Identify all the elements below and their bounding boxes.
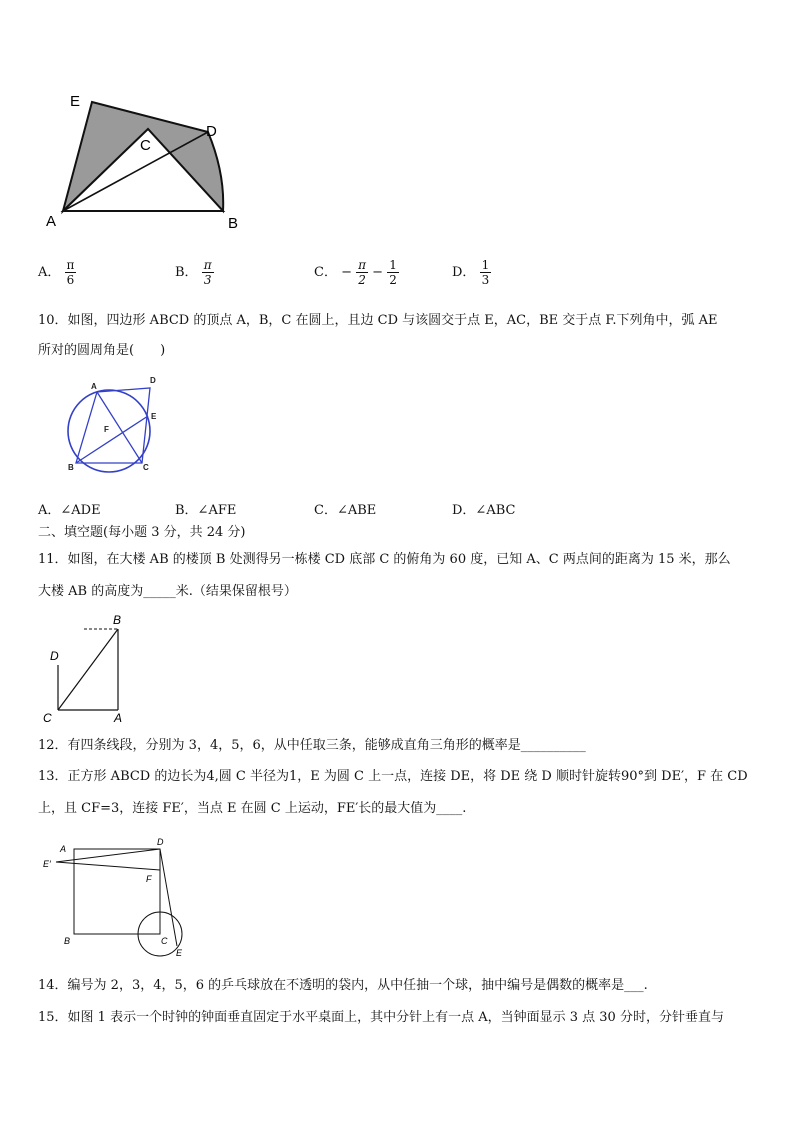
q11-label-a: A xyxy=(114,711,123,724)
q13-label-a: A xyxy=(60,844,67,854)
fraction: $\frac{1}{3}$ xyxy=(481,258,490,287)
q9-option-b xyxy=(175,258,214,287)
q10-text-line1: 10．如图，四边形 ABCD 的顶点 A，B，C 在圆上，且边 CD 与该圆交于点 E，AC，BE 交于点 F.下列角中，弧 AE xyxy=(38,313,718,328)
q9-label-d: D xyxy=(206,123,217,140)
q9-figure xyxy=(38,88,258,238)
q9-option-d xyxy=(452,258,491,287)
q11-sightline-bc xyxy=(58,629,118,710)
q11-label-d: D xyxy=(50,649,59,663)
q10-label-c: C xyxy=(143,463,149,472)
q10-option-a: A．∠ADE xyxy=(38,503,101,518)
q9-label-e: E xyxy=(70,93,81,110)
q11-figure xyxy=(40,612,135,724)
q10-label-e: E xyxy=(151,412,157,421)
q10-figure xyxy=(60,372,170,476)
q9-label-b: B xyxy=(228,215,239,232)
q11-text-line1: 11．如图，在大楼 AB 的楼顶 B 处测得另一栋楼 CD 底部 C 的俯角为 60 度，已知 A、C 两点间的距离为 15 米，那么 xyxy=(38,552,731,567)
q10-label-a: A xyxy=(91,382,97,391)
q10-option-c: C．∠ABE xyxy=(314,503,377,518)
fraction: $\frac{\pi}{6}$ xyxy=(66,258,75,287)
fraction: $\frac{1}{2}$ xyxy=(389,258,397,287)
q13-label-b: B xyxy=(64,936,71,946)
q15-text: 15．如图 1 表示一个时钟的钟面垂直固定于水平桌面上，其中分针上有一点 A，当钟面显示 3 点 30 分时，分针垂直与 xyxy=(38,1010,724,1025)
q9-option-c xyxy=(314,258,399,287)
minus-sign: − xyxy=(372,265,384,280)
q13-square xyxy=(74,849,160,934)
q10-label-f: F xyxy=(104,425,109,434)
section-heading: 二、填空题(每小题 3 分，共 24 分) xyxy=(38,525,246,540)
option-letter: B． xyxy=(175,265,198,280)
q14-text: 14．编号为 2，3，4，5，6 的乒乓球放在不透明的袋内，从中任抽一个球，抽中编号是偶数的概率是___. xyxy=(38,978,648,993)
q13-label-d: D xyxy=(157,837,164,847)
option-letter: C． xyxy=(314,265,337,280)
q13-figure xyxy=(40,832,200,962)
fraction: $\frac{\pi}{2}$ xyxy=(358,258,367,287)
q13-label-e: E xyxy=(176,948,183,958)
q11-label-c: C xyxy=(43,711,52,724)
q13-text-line2: 上，且 CF=3，连接 FE′，当点 E 在圆 C 上运动，FE′长的最大值为____. xyxy=(38,801,467,816)
fraction: $\frac{\pi}{3}$ xyxy=(203,258,212,287)
q13-segment-de-prime xyxy=(56,849,160,862)
q10-option-d: D．∠ABC xyxy=(452,503,516,518)
q12-text: 12．有四条线段，分别为 3，4，5，6，从中任取三条，能够成直角三角形的概率是__________ xyxy=(38,738,586,753)
q10-quadrilateral xyxy=(76,388,150,463)
q13-segment-de xyxy=(160,849,177,946)
q9-label-c: C xyxy=(140,137,151,154)
q10-label-d: D xyxy=(150,376,156,385)
option-letter: A． xyxy=(38,265,61,280)
q11-label-b: B xyxy=(113,613,122,627)
q13-label-f: F xyxy=(146,874,152,884)
q13-label-c: C xyxy=(161,936,168,946)
minus-sign: − xyxy=(341,265,352,280)
q13-label-e-prime: E′ xyxy=(43,859,51,869)
q9-label-a: A xyxy=(46,213,57,230)
q10-text-line2: 所对的圆周角是( ) xyxy=(38,343,166,358)
q13-segment-fe-prime xyxy=(56,862,160,870)
q9-option-a xyxy=(38,258,76,287)
q10-label-b: B xyxy=(68,463,74,472)
q13-text-line1: 13．正方形 ABCD 的边长为4,圆 C 半径为1，E 为圆 C 上一点，连接 DE，将 DE 绕 D 顺时针旋转90°到 DE′，F 在 CD xyxy=(38,769,748,784)
q10-option-b: B．∠AFE xyxy=(175,503,237,518)
q11-text-line2: 大楼 AB 的高度为_____米.（结果保留根号） xyxy=(38,584,297,599)
option-letter: D． xyxy=(452,265,476,280)
